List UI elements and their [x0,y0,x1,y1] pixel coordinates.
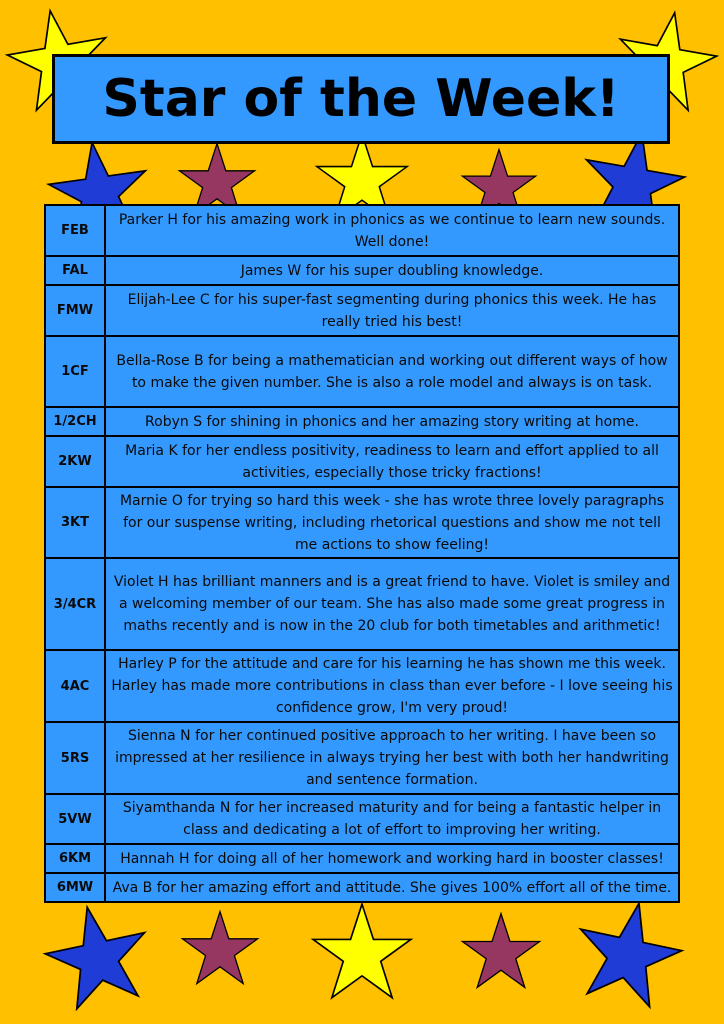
table-row [45,844,679,873]
award-text: Ava B for her amazing effort and attitude. She gives 100% effort all of the time. [105,873,679,902]
class-cell: 3/4CR [45,558,105,650]
table-row [45,256,679,285]
star-maroon-icon [180,908,260,992]
table-row [45,794,679,844]
award-text: Bella-Rose B for being a mathematician and working out different ways of how to make the given number. She is also a role model and always is on task. [105,336,679,407]
table-row [45,205,679,256]
table-row [45,487,679,558]
class-cell: 1CF [45,336,105,407]
class-cell: 1/2CH [45,407,105,436]
class-cell: FEB [45,205,105,256]
title-banner [52,54,670,144]
award-text: Harley P for the attitude and care for his learning he has shown me this week. Harley has made more contributions in class than ever before - I love seeing his confidence grow, I'm very proud! [105,650,679,722]
award-text: James W for his super doubling knowledge. [105,256,679,285]
class-cell: FAL [45,256,105,285]
award-text: Maria K for her endless positivity, readiness to learn and effort applied to all activities, especially those tricky fractions! [105,436,679,487]
table-row [45,722,679,794]
class-cell: 5VW [45,794,105,844]
award-text: Marnie O for trying so hard this week - she has wrote three lovely paragraphs for our suspense writing, including rhetorical questions and show me not tell me actions to show feeling! [105,487,679,558]
class-cell: 2KW [45,436,105,487]
table-row [45,407,679,436]
class-cell: 3KT [45,487,105,558]
award-text: Hannah H for doing all of her homework and working hard in booster classes! [105,844,679,873]
page-title: Star of the Week! [102,69,620,129]
star-blue-icon [42,904,154,1012]
class-cell: 6KM [45,844,105,873]
table-row [45,873,679,902]
awards-table [44,204,680,903]
table-row [45,436,679,487]
table-row [45,285,679,336]
award-text: Elijah-Lee C for his super-fast segmenting during phonics this week. He has really tried his best! [105,285,679,336]
star-yellow-icon [306,902,418,1006]
class-cell: 4AC [45,650,105,722]
award-text: Parker H for his amazing work in phonics as we continue to learn new sounds. Well done! [105,205,679,256]
table-row [45,650,679,722]
star-maroon-icon [460,910,542,996]
table-row [45,336,679,407]
table-row [45,558,679,650]
award-text: Siyamthanda N for her increased maturity and for being a fantastic helper in class and dedicating a lot of effort to improving her writing. [105,794,679,844]
award-text: Sienna N for her continued positive approach to her writing. I have been so impressed at her resilience in always trying her best with both her handwriting and sentence formation. [105,722,679,794]
award-text: Robyn S for shining in phonics and her amazing story writing at home. [105,407,679,436]
award-text: Violet H has brilliant manners and is a great friend to have. Violet is smiley and a welcoming member of our team. She has also made some great progress in maths recently and is now in the 20 club for both timetables and arithmetic! [105,558,679,650]
class-cell: FMW [45,285,105,336]
class-cell: 6MW [45,873,105,902]
class-cell: 5RS [45,722,105,794]
star-blue-icon [570,900,686,1010]
